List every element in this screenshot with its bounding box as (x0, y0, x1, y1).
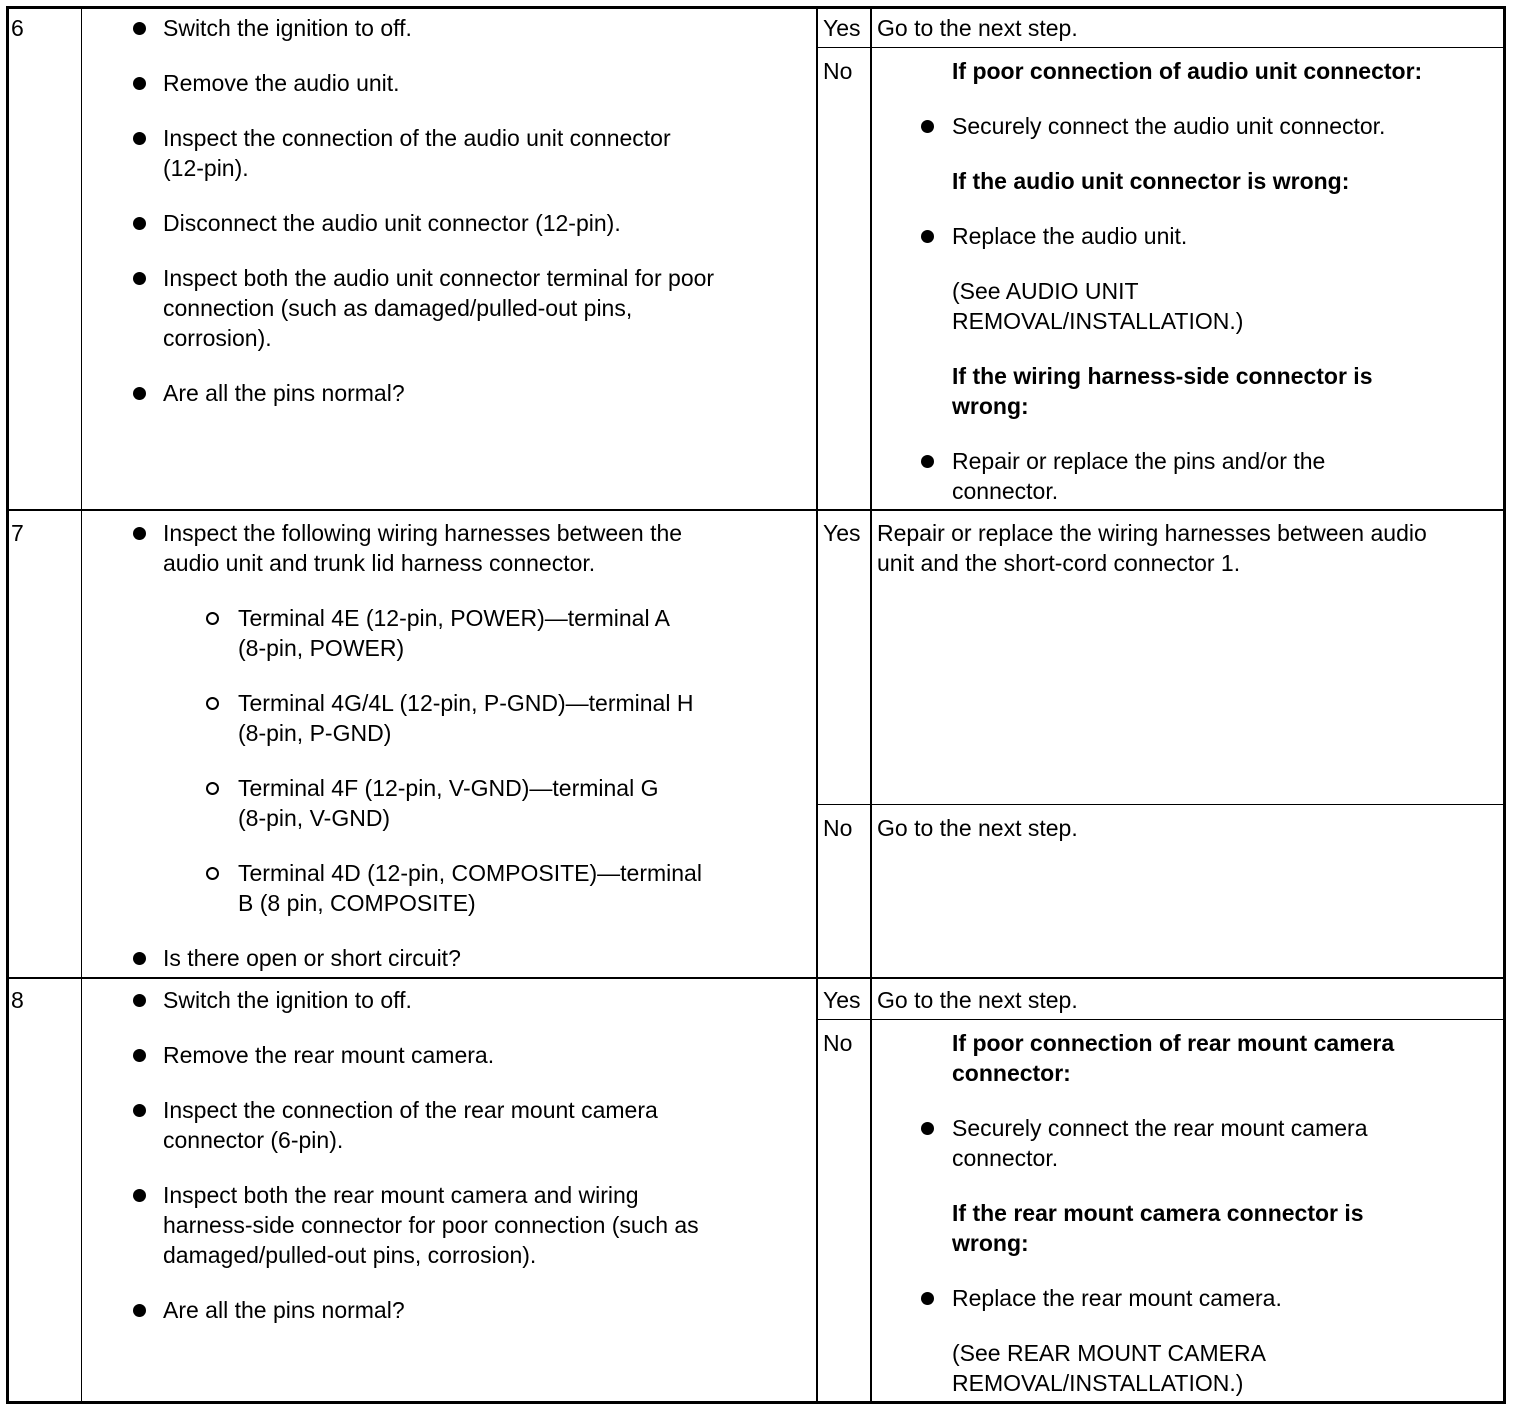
row-divider (8, 977, 1506, 979)
remedy-text: Repair or replace the pins and/or the (952, 448, 1326, 474)
bullet-icon (133, 387, 146, 400)
reference-text: REMOVAL/INSTALLATION.) (952, 308, 1244, 334)
result-divider (818, 47, 1506, 48)
terminal-item: (8-pin, P-GND) (238, 720, 392, 746)
terminal-item: (8-pin, POWER) (238, 635, 405, 661)
terminal-item: B (8 pin, COMPOSITE) (238, 890, 476, 916)
remedy-text: Securely connect the rear mount camera (952, 1115, 1368, 1141)
bullet-icon (133, 272, 146, 285)
terminal-item: Terminal 4F (12-pin, V-GND)—terminal G (238, 775, 659, 801)
bullet-icon (133, 952, 146, 965)
bullet-icon (921, 1122, 934, 1135)
sub-bullet-icon (206, 612, 219, 625)
action-text: connection (such as damaged/pulled-out pins, (163, 295, 633, 321)
step-number: 6 (11, 15, 24, 41)
action-text: Are all the pins normal? (163, 380, 405, 406)
bullet-icon (133, 132, 146, 145)
action-text: Are all the pins normal? (163, 1297, 405, 1323)
condition-heading: If the wiring harness-side connector is (952, 363, 1373, 389)
step-number: 7 (11, 520, 24, 546)
action-text: audio unit and trunk lid harness connector. (163, 550, 596, 576)
no-label: No (823, 1030, 853, 1056)
terminal-item: Terminal 4G/4L (12-pin, P-GND)—terminal H (238, 690, 694, 716)
bullet-icon (133, 994, 146, 1007)
terminal-item: Terminal 4E (12-pin, POWER)—terminal A (238, 605, 671, 631)
reference-text: (See AUDIO UNIT (952, 278, 1139, 304)
action-text: (12-pin). (163, 155, 249, 181)
bullet-icon (921, 230, 934, 243)
action-text: corrosion). (163, 325, 272, 351)
terminal-item: (8-pin, V-GND) (238, 805, 391, 831)
bullet-icon (133, 1049, 146, 1062)
terminal-item: Terminal 4D (12-pin, COMPOSITE)—terminal (238, 860, 702, 886)
remedy-text: connector. (952, 1145, 1059, 1171)
remedy-text: Replace the rear mount camera. (952, 1285, 1282, 1311)
action-text: Switch the ignition to off. (163, 15, 412, 41)
bullet-icon (133, 77, 146, 90)
bullet-icon (921, 1292, 934, 1305)
bullet-icon (921, 455, 934, 468)
action-text: Disconnect the audio unit connector (12-pin). (163, 210, 621, 236)
reference-text: REMOVAL/INSTALLATION.) (952, 1370, 1244, 1396)
condition-heading: connector: (952, 1060, 1071, 1086)
condition-heading: wrong: (952, 1230, 1029, 1256)
condition-heading: wrong: (952, 393, 1029, 419)
sub-bullet-icon (206, 782, 219, 795)
yes-result: unit and the short-cord connector 1. (877, 550, 1241, 576)
column-divider (81, 8, 82, 1404)
condition-heading: If the audio unit connector is wrong: (952, 168, 1350, 194)
action-text: Switch the ignition to off. (163, 987, 412, 1013)
bullet-icon (133, 1104, 146, 1117)
action-text: Inspect the connection of the rear mount camera (163, 1097, 658, 1123)
bullet-icon (133, 217, 146, 230)
sub-bullet-icon (206, 697, 219, 710)
yes-result: Repair or replace the wiring harnesses between audio (877, 520, 1427, 546)
bullet-icon (133, 1189, 146, 1202)
no-label: No (823, 815, 853, 841)
bullet-icon (133, 1304, 146, 1317)
yes-result: Go to the next step. (877, 15, 1078, 41)
sub-bullet-icon (206, 867, 219, 880)
action-text: Inspect the following wiring harnesses between the (163, 520, 683, 546)
condition-heading: If poor connection of audio unit connector: (952, 58, 1423, 84)
result-divider (818, 804, 1506, 805)
yes-result: Go to the next step. (877, 987, 1078, 1013)
action-text: Is there open or short circuit? (163, 945, 461, 971)
remedy-text: connector. (952, 478, 1059, 504)
action-text: connector (6-pin). (163, 1127, 344, 1153)
column-divider (870, 8, 872, 1404)
bullet-icon (133, 22, 146, 35)
result-divider (818, 1019, 1506, 1020)
step-number: 8 (11, 987, 24, 1013)
bullet-icon (133, 527, 146, 540)
remedy-text: Securely connect the audio unit connector. (952, 113, 1386, 139)
column-divider (816, 8, 818, 1404)
row-divider (8, 509, 1506, 511)
action-text: Inspect both the audio unit connector terminal for poor (163, 265, 715, 291)
action-text: harness-side connector for poor connection (such as (163, 1212, 699, 1238)
bullet-icon (921, 120, 934, 133)
yes-label: Yes (823, 987, 861, 1013)
action-text: Inspect both the rear mount camera and wiring (163, 1182, 639, 1208)
yes-label: Yes (823, 15, 861, 41)
yes-label: Yes (823, 520, 861, 546)
action-text: Remove the audio unit. (163, 70, 400, 96)
no-result: Go to the next step. (877, 815, 1078, 841)
reference-text: (See REAR MOUNT CAMERA (952, 1340, 1266, 1366)
no-label: No (823, 58, 853, 84)
condition-heading: If the rear mount camera connector is (952, 1200, 1364, 1226)
remedy-text: Replace the audio unit. (952, 223, 1188, 249)
action-text: Remove the rear mount camera. (163, 1042, 495, 1068)
action-text: Inspect the connection of the audio unit connector (163, 125, 671, 151)
condition-heading: If poor connection of rear mount camera (952, 1030, 1395, 1056)
action-text: damaged/pulled-out pins, corrosion). (163, 1242, 537, 1268)
